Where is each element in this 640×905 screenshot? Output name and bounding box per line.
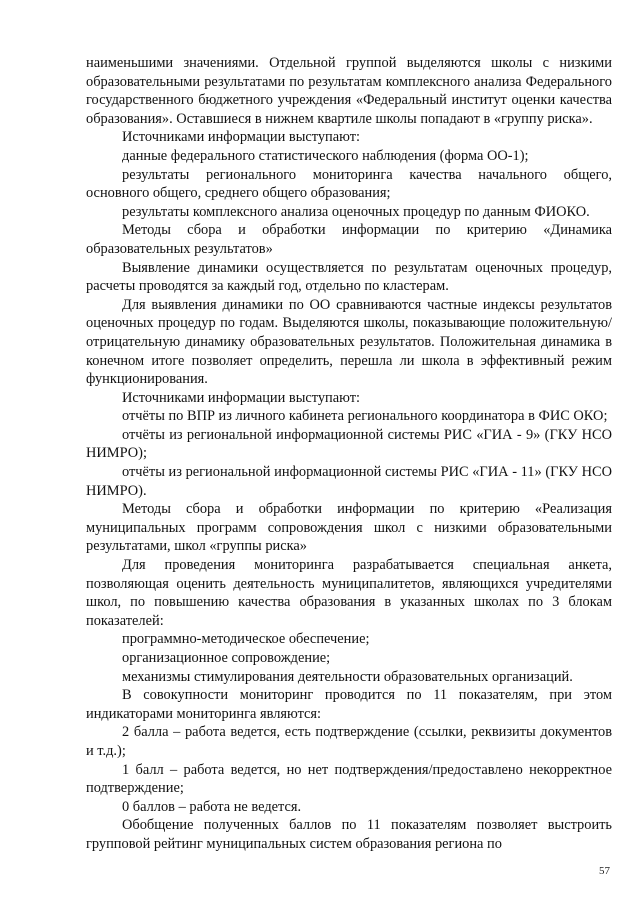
paragraph: Источниками информации выступают: <box>122 129 360 146</box>
paragraph: отчёты из региональной информационной системы РИС «ГИА - 9» (ГКУ НСО НИМРО); <box>86 426 612 462</box>
section-heading: Методы сбора и обработки информации по критерию «Динамика образовательных результатов» <box>86 222 612 257</box>
page-number: 57 <box>599 865 610 877</box>
paragraph: Для выявления динамики по ОО сравниваются частные индексы результатов оценочных процедур по годам. Выделяются школы, показывающие положительную/отрицательную динамику образовательных результатов. Положительная динамика в конечном итоге позволяет определить, перешла ли школа в эффективный режим функционирования. <box>86 296 612 388</box>
paragraph: Источниками информации выступают: <box>122 389 360 406</box>
paragraph: результаты регионального мониторинга качества начального общего, основного общего, среднего общего образования; <box>86 166 612 202</box>
paragraph: организационное сопровождение; <box>122 650 331 666</box>
paragraph: данные федерального статистического наблюдения (форма ОО-1); <box>122 147 529 164</box>
section-heading: Методы сбора и обработки информации по критерию «Реализация муниципальных программ сопровождения школ с низкими образовательными результатами, школ «группы риска» <box>86 501 612 555</box>
body-text <box>86 54 612 854</box>
paragraph: отчёты по ВПР из личного кабинета регионального координатора в ФИС ОКО; <box>122 408 608 425</box>
paragraph: Выявление динамики осуществляется по результатам оценочных процедур, расчеты проводятся за каждый год, отдельно по кластерам. <box>86 259 612 295</box>
paragraph: программно-методическое обеспечение; <box>122 631 370 648</box>
paragraph: Обобщение полученных баллов по 11 показателям позволяет выстроить групповой рейтинг муниципальных систем образования региона по <box>86 817 612 852</box>
paragraph: 0 баллов – работа не ведется. <box>122 798 302 815</box>
paragraph: отчёты из региональной информационной системы РИС «ГИА - 11» (ГКУ НСО НИМРО). <box>86 464 612 499</box>
paragraph: результаты комплексного анализа оценочных процедур по данным ФИОКО. <box>122 203 590 220</box>
paragraph: механизмы стимулирования деятельности образовательных организаций. <box>122 668 573 685</box>
paragraph: В совокупности мониторинг проводится по 11 показателям, при этом индикаторами мониторинга являются: <box>86 687 612 722</box>
paragraph: наименьшими значениями. Отдельной группой выделяются школы с низкими образовательными результатами по результатам комплексного анализа Федерального государственного бюджетного учреждения «Федеральный институт оценки качества образования». Оставшиеся в нижнем квартиле школы попадают в «группу риска». <box>86 55 612 127</box>
paragraph: 1 балл – работа ведется, но нет подтверждения/предоставлено некорректное подтверждение; <box>86 761 612 797</box>
paragraph: 2 балла – работа ведется, есть подтверждение (ссылки, реквизиты документов и т.д.); <box>86 724 612 759</box>
paragraph: Для проведения мониторинга разрабатывается специальная анкета, позволяющая оценить деятельность муниципалитетов, являющихся учредителями школ, по повышению качества образования в указанных школах по 3 блокам показателей: <box>86 557 612 629</box>
